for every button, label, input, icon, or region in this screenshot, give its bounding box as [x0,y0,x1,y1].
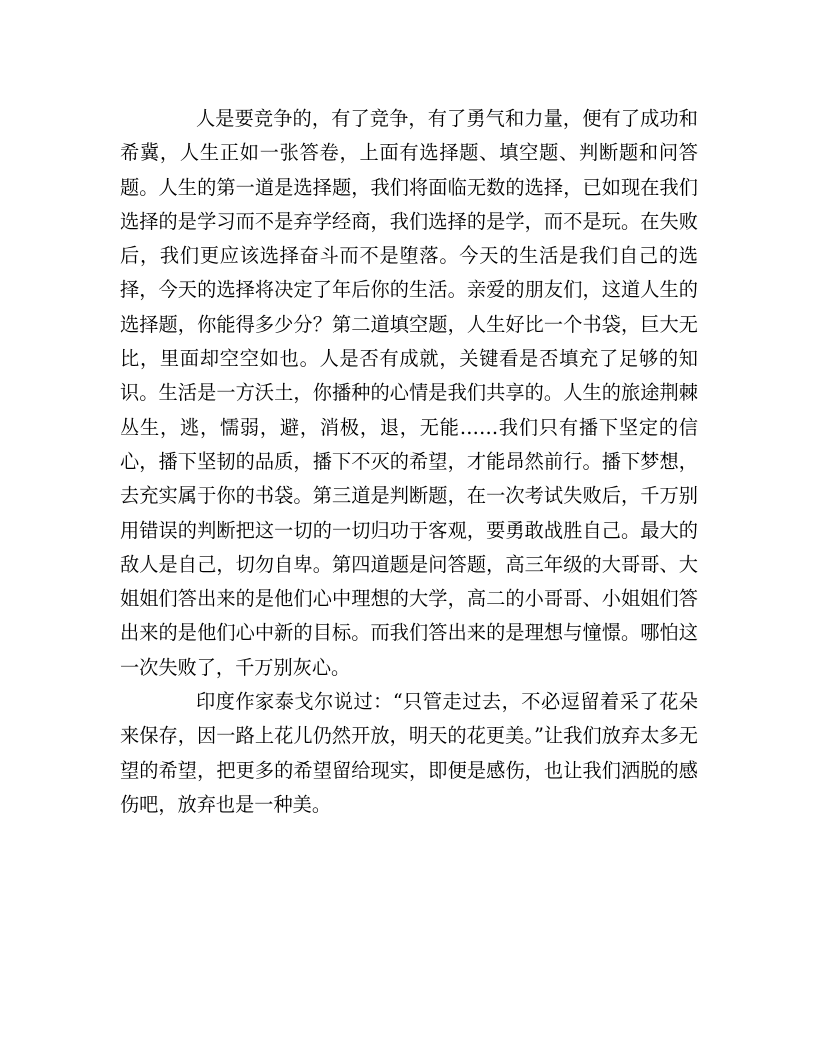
document-body [120,102,698,822]
paragraph-tagore-quote: 印度作家泰戈尔说过：“只管走过去，不必逗留着采了花朵来保存，因一路上花儿仍然开放，明天的花更美。”让我们放弃太多无望的希望，把更多的希望留给现实，即便是感伤，也让我们洒脱的感伤吧，放弃也是一种美。 [120,690,698,816]
paragraph-competition-exam: 人是要竞争的，有了竞争，有了勇气和力量，便有了成功和希冀，人生正如一张答卷，上面有选择题、填空题、判断题和问答题。人生的第一道是选择题，我们将面临无数的选择，已如现在我们选择的是学习而不是弃学经商，我们选择的是学，而不是玩。在失败后，我们更应该选择奋斗而不是堕落。今天的生活是我们自己的选择，今天的选择将决定了年后你的生活。亲爱的朋友们，这道人生的选择题，你能得多少分？第二道填空题，人生好比一个书袋，巨大无比，里面却空空如也。人是否有成就，关键看是否填充了足够的知识。生活是一方沃土，你播种的心情是我们共享的。人生的旅途荆棘丛生，逃，懦弱，避，消极，退，无能……我们只有播下坚定的信心，播下坚韧的品质，播下不灭的希望，才能昂然前行。播下梦想，去充实属于你的书袋。第三道是判断题，在一次考试失败后，千万别用错误的判断把这一切的一切归功于客观，要勇敢战胜自己。最大的敌人是自己，切勿自卑。第四道题是问答题，高三年级的大哥哥、大姐姐们答出来的是他们心中理想的大学，高二的小哥哥、小姐姐们答出来的是他们心中新的目标。而我们答出来的是理想与憧憬。哪怕这一次失败了，千万别灰心。 [120,107,698,679]
